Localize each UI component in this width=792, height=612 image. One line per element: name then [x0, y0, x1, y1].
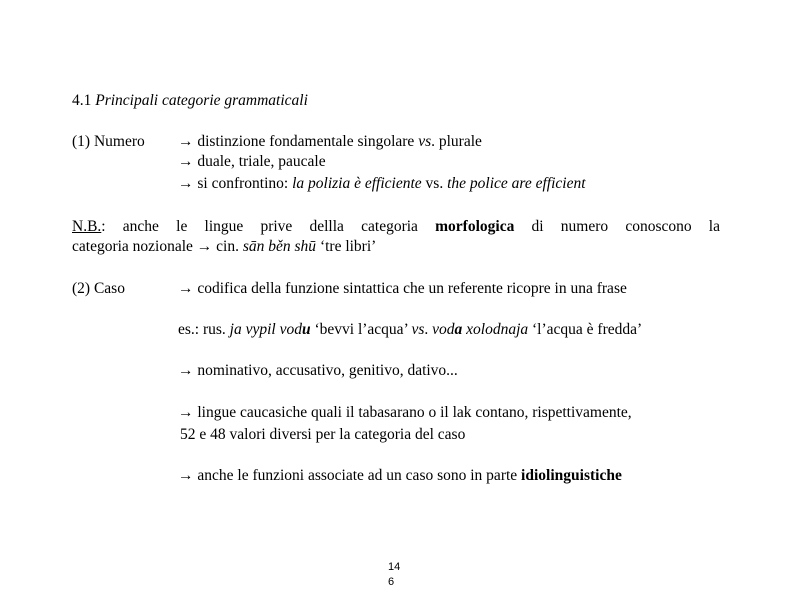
page-number-line-2: 6 — [388, 576, 395, 588]
caso-example — [178, 322, 642, 338]
nb-line-2-pre: categoria nozionale → cin. — [72, 238, 243, 255]
numero-line-1-text: distinzione fondamentale singolare — [197, 133, 419, 150]
caso-line-4 — [178, 405, 632, 421]
caso-line-6 — [178, 468, 622, 484]
arrow-icon: → — [178, 467, 194, 484]
example-english: the police are efficient — [447, 175, 586, 192]
russian-ending-2: a — [454, 321, 463, 338]
caso-line-5-text: 52 e 48 valori diversi per la categoria del caso — [180, 426, 466, 443]
russian-example-2: vod — [432, 321, 455, 338]
example-italian: la polizia è efficiente — [292, 175, 422, 192]
numero-line-3-pre: si confrontino: — [197, 175, 293, 192]
russian-example-1: ja vypil vod — [229, 321, 302, 338]
arrow-icon: → — [178, 280, 194, 297]
caso-line-1 — [178, 281, 627, 297]
vs-abbrev: vs — [411, 321, 425, 338]
arrow-icon: → — [178, 133, 194, 150]
numero-line-2-text: duale, triale, paucale — [197, 153, 326, 170]
numero-line-2 — [178, 154, 326, 170]
gloss-2: ‘l’acqua è fredda’ — [528, 321, 643, 338]
russian-example-3: xolodnaja — [462, 321, 529, 338]
caso-line-6-text: anche le funzioni associate ad un caso sono in parte — [197, 467, 522, 484]
nb-label: N.B. — [72, 218, 102, 235]
nb-line-2 — [72, 239, 376, 255]
numero-line-1 — [178, 134, 482, 150]
nb-line-1-post: di numero conoscono la — [514, 218, 720, 235]
section-number: 4.1 — [72, 92, 92, 109]
caso-line-5 — [180, 427, 465, 443]
arrow-icon: → — [178, 362, 194, 379]
section-heading — [72, 93, 308, 109]
nb-line-1-pre: : anche le lingue prive dellla categoria — [101, 218, 436, 235]
caso-line-1-text: codifica della funzione sintattica che un referente ricopre in una frase — [197, 280, 627, 297]
caso-label: (2) Caso — [72, 280, 125, 297]
page-number-line-1: 14 — [388, 561, 401, 573]
chinese-gloss: ‘tre libri’ — [316, 238, 377, 255]
numero-line-1-tail: . plurale — [431, 133, 482, 150]
section-title: Principali categorie grammaticali — [95, 92, 308, 109]
arrow-icon: → — [178, 404, 194, 421]
numero-label: (1) Numero — [72, 133, 145, 150]
russian-ending-1: u — [301, 321, 311, 338]
vs-dot: . — [424, 321, 433, 338]
nb-bold: morfologica — [435, 218, 515, 235]
numero-line-3-mid: vs. — [421, 175, 448, 192]
chinese-example: sān běn shū — [242, 238, 317, 255]
caso-line-6-bold: idiolinguistiche — [521, 467, 622, 484]
arrow-icon: → — [178, 175, 194, 192]
caso-line-3 — [178, 363, 458, 379]
vs-abbrev: vs — [418, 133, 432, 150]
numero-line-3 — [178, 176, 586, 192]
arrow-icon: → — [178, 153, 194, 170]
gloss-1: ‘bevvi l’acqua’ — [310, 321, 412, 338]
nb-line-1 — [72, 215, 720, 238]
caso-line-3-text: nominativo, accusativo, genitivo, dativo... — [197, 362, 458, 379]
caso-line-4-text: lingue caucasiche quali il tabasarano o il lak contano, rispettivamente, — [197, 404, 632, 421]
example-prefix: es.: rus. — [178, 321, 230, 338]
